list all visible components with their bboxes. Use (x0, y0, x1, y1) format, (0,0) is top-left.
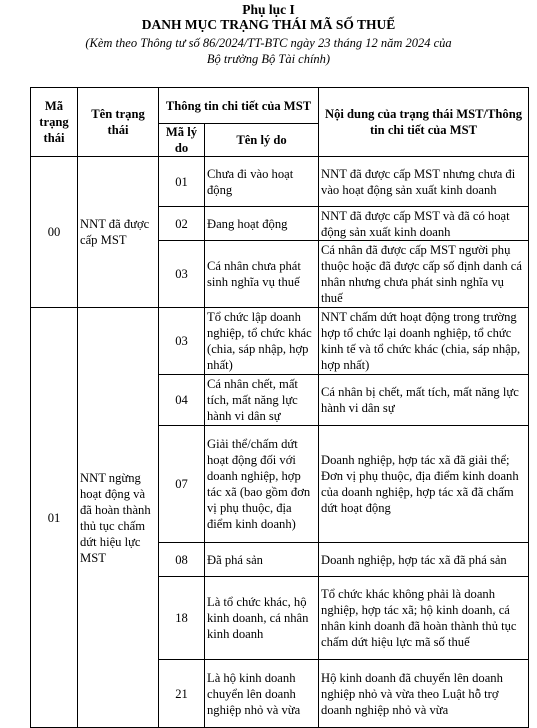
reason-name-cell: Giải thể/chấm dứt hoạt động đối với doanh nghiệp, hợp tác xã (bao gồm đơn vị phụ thuộc, địa điểm kinh doanh) (205, 426, 319, 543)
reason-name-cell: Cá nhân chết, mất tích, mất năng lực hành vi dân sự (205, 375, 319, 426)
reason-code-cell: 08 (159, 543, 205, 577)
reason-name-cell: Là hộ kinh doanh chuyển lên doanh nghiệp nhỏ và vừa (205, 660, 319, 728)
header-reason-code: Mã lý do (159, 124, 205, 157)
reason-name-cell: Đang hoạt động (205, 207, 319, 241)
status-name-cell: NNT đã được cấp MST (78, 157, 159, 308)
reason-name-cell: Cá nhân chưa phát sinh nghĩa vụ thuế (205, 241, 319, 308)
header-status-code: Mã trạng thái (31, 88, 78, 157)
status-code-cell: 01 (31, 308, 78, 728)
content-line-2: Đơn vị phụ thuộc, địa điểm kinh doanh của doanh nghiệp, hợp tác xã đã chấm dứt hoạt động (321, 469, 519, 515)
reason-code-cell: 01 (159, 157, 205, 207)
status-code-cell: 00 (31, 157, 78, 308)
content-cell (319, 426, 529, 543)
header-content: Nội dung của trạng thái MST/Thông tin chi tiết của MST (319, 88, 529, 157)
content-cell: Tổ chức khác không phải là doanh nghiệp, hợp tác xã; hộ kinh doanh, cá nhân kinh doanh đã hoàn thành thủ tục chấm dứt hiệu lực mã số thuế (319, 577, 529, 660)
table-row (31, 157, 529, 207)
content-cell: Cá nhân đã được cấp MST người phụ thuộc hoặc đã được cấp số định danh cá nhân nhưng chưa phát sinh nghĩa vụ thuế (319, 241, 529, 308)
document-title: DANH MỤC TRẠNG THÁI MÃ SỐ THUẾ (141, 17, 396, 32)
tax-status-table (30, 87, 529, 728)
content-cell: NNT đã được cấp MST và đã có hoạt động sản xuất kinh doanh (319, 207, 529, 241)
header-details-group: Thông tin chi tiết của MST (159, 88, 319, 124)
content-cell: Doanh nghiệp, hợp tác xã đã phá sản (319, 543, 529, 577)
reason-code-cell: 21 (159, 660, 205, 728)
reason-code-cell: 04 (159, 375, 205, 426)
header-reason-name: Tên lý do (205, 124, 319, 157)
appendix-label: Phụ lục I (242, 2, 295, 17)
reason-code-cell: 03 (159, 308, 205, 375)
table-header-row (31, 88, 529, 124)
reason-code-cell: 02 (159, 207, 205, 241)
reason-name-cell: Đã phá sản (205, 543, 319, 577)
content-cell: NNT đã được cấp MST nhưng chưa đi vào hoạt động sản xuất kinh doanh (319, 157, 529, 207)
content-cell: NNT chấm dứt hoạt động trong trường hợp tổ chức lại doanh nghiệp, tổ chức kinh tế và tổ chức khác (chia, sáp nhập, hợp nhất) (319, 308, 529, 375)
reason-name-cell: Là tổ chức khác, hộ kinh doanh, cá nhân kinh doanh (205, 577, 319, 660)
status-name-cell: NNT ngừng hoạt động và đã hoàn thành thủ tục chấm dứt hiệu lực MST (78, 308, 159, 728)
subtitle-line-1: (Kèm theo Thông tư số 86/2024/TT-BTC ngày 23 tháng 12 năm 2024 của (85, 36, 452, 50)
reason-code-cell: 03 (159, 241, 205, 308)
reason-code-cell: 07 (159, 426, 205, 543)
reason-name-cell: Chưa đi vào hoạt động (205, 157, 319, 207)
table-row (31, 308, 529, 375)
reason-name-cell: Tổ chức lập doanh nghiệp, tổ chức khác (chia, sáp nhập, hợp nhất) (205, 308, 319, 375)
header-status-name: Tên trạng thái (78, 88, 159, 157)
content-line-1: Doanh nghiệp, hợp tác xã đã giải thể; (321, 453, 510, 467)
reason-code-cell: 18 (159, 577, 205, 660)
content-cell: Cá nhân bị chết, mất tích, mất năng lực hành vi dân sự (319, 375, 529, 426)
subtitle-line-2: Bộ trưởng Bộ Tài chính) (206, 52, 331, 66)
content-cell: Hộ kinh doanh đã chuyển lên doanh nghiệp nhỏ và vừa theo Luật hỗ trợ doanh nghiệp nhỏ và vừa (319, 660, 529, 728)
